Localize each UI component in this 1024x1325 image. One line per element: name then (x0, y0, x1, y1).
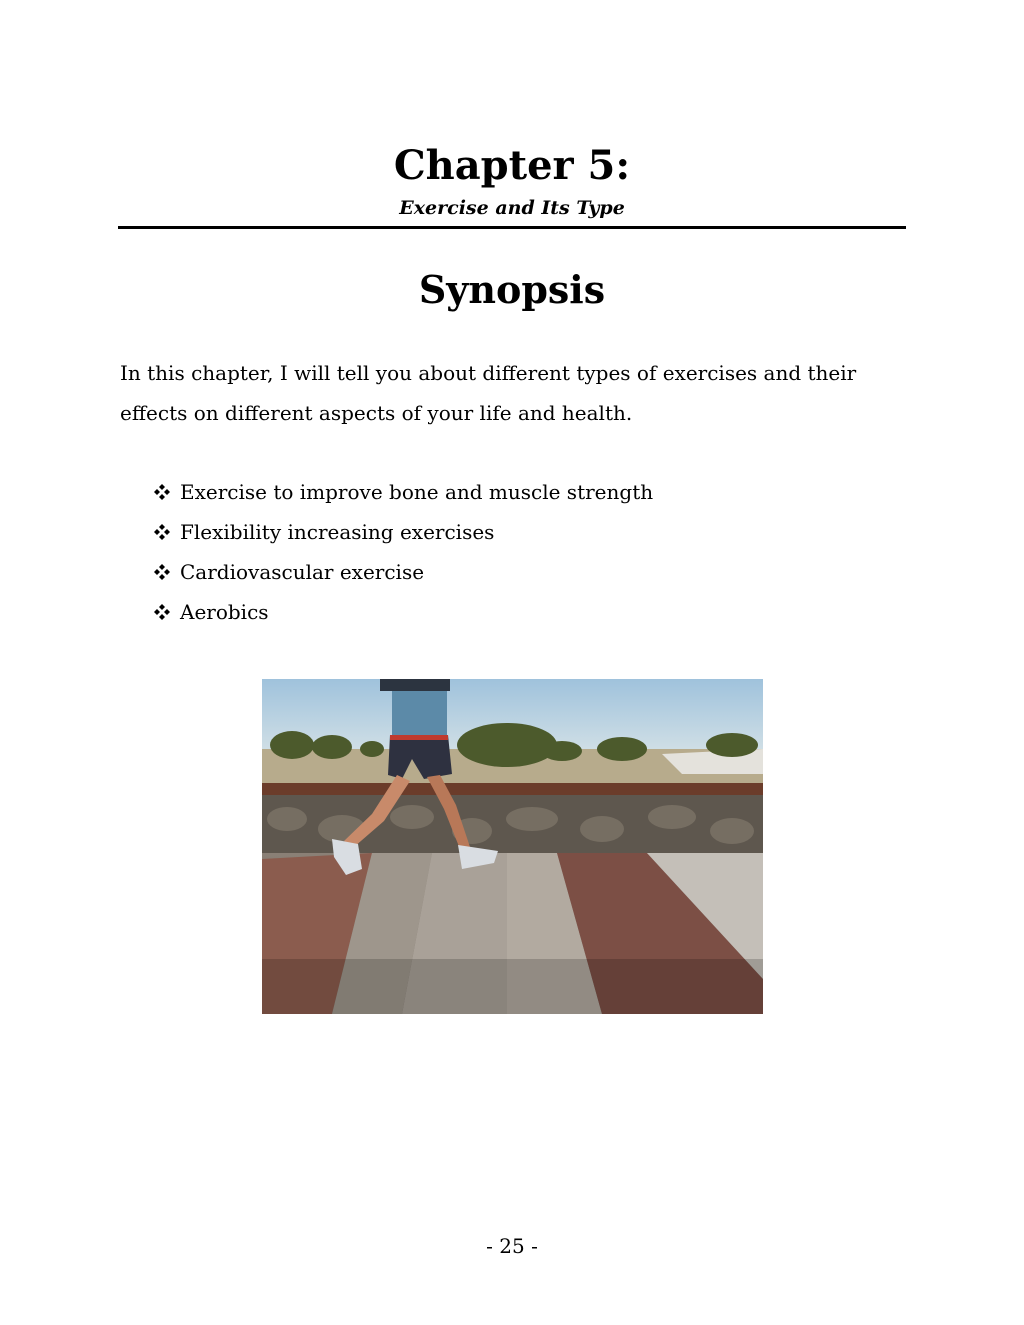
chapter-subtitle: Exercise and Its Type (399, 197, 625, 219)
list-item-label: Exercise to improve bone and muscle strength (180, 480, 654, 504)
list-item (152, 512, 653, 552)
photo-illustration (262, 679, 763, 1014)
list-item (152, 552, 653, 592)
four-diamond-bullet-icon (152, 562, 172, 582)
exercise-type-list (152, 472, 653, 632)
four-diamond-bullet-icon (152, 602, 172, 622)
four-diamond-bullet-icon (152, 522, 172, 542)
list-item-label: Flexibility increasing exercises (180, 520, 495, 544)
title-divider (118, 226, 906, 229)
list-item (152, 592, 653, 632)
list-item-label: Cardiovascular exercise (180, 560, 425, 584)
list-item (152, 472, 653, 512)
synopsis-heading: Synopsis (418, 267, 606, 312)
four-diamond-bullet-icon (152, 482, 172, 502)
chapter-title: Chapter 5: (393, 142, 631, 189)
page-number: - 25 - (486, 1234, 538, 1258)
list-item-label: Aerobics (180, 600, 269, 624)
synopsis-intro: In this chapter, I will tell you about different types of exercises and their effects on different aspects of your life and health. (120, 361, 857, 425)
runner-on-boardwalk-photo (262, 679, 763, 1014)
